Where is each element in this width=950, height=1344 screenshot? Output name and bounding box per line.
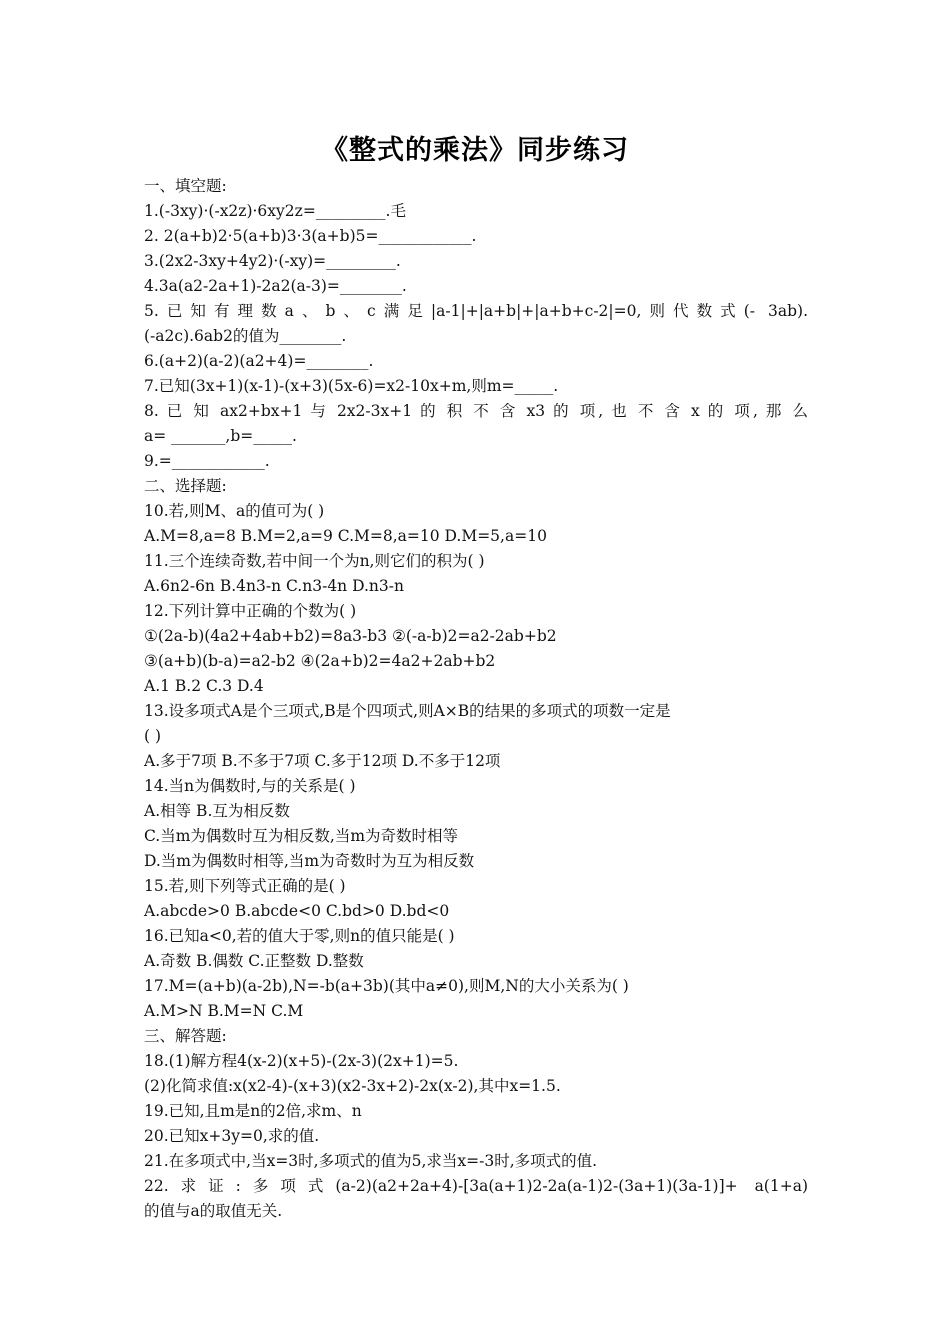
text-line: A.1 B.2 C.3 D.4 (144, 677, 264, 695)
text-line: 13.设多项式A是个三项式,B是个四项式,则A×B的结果的多项式的项数一定是 (144, 702, 671, 720)
text-line: 17.M=(a+b)(a-2b),N=-b(a+3b)(其中a≠0),则M,N的大小关系为( ) (144, 977, 629, 995)
text-line: 21.在多项式中,当x=3时,多项式的值为5,求当x=-3时,多项式的值. (144, 1152, 598, 1170)
text-line: 6.(a+2)(a-2)(a2+4)=________. (144, 352, 374, 370)
text-line: 16.已知a<0,若的值大于零,则n的值只能是( ) (144, 927, 455, 945)
text-line: 5.已知有理数a、b、c满足|a-1|+|a+b|+|a+b+c-2|=0,则代数式(- 3ab). (144, 302, 808, 320)
text-line: ③(a+b)(b-a)=a2-b2 ④(2a+b)2=4a2+2ab+b2 (144, 652, 496, 670)
text-line: 4.3a(a2-2a+1)-2a2(a-3)=________. (144, 277, 407, 295)
text-line: 18.(1)解方程4(x-2)(x+5)-(2x-3)(2x+1)=5. (144, 1052, 459, 1070)
text-line: (-a2c).6ab2的值为________. (144, 327, 347, 345)
text-line: 14.当n为偶数时,与的关系是( ) (144, 777, 356, 795)
text-line: 9.=____________. (144, 452, 270, 470)
text-line: C.当m为偶数时互为相反数,当m为奇数时相等 (144, 827, 459, 845)
text-line: 11.三个连续奇数,若中间一个为n,则它们的积为( ) (144, 552, 485, 570)
text-line: 19.已知,且m是n的2倍,求m、n (144, 1102, 362, 1120)
text-line: A.相等 B.互为相反数 (144, 802, 290, 820)
text-line: A.M=8,a=8 B.M=2,a=9 C.M=8,a=10 D.M=5,a=10 (144, 527, 547, 545)
text-line: 1.(-3xy)·(-x2z)·6xy2z=_________.毛 (144, 202, 406, 220)
text-line: 2. 2(a+b)2·5(a+b)3·3(a+b)5=____________. (144, 227, 477, 245)
text-line: 15.若,则下列等式正确的是( ) (144, 877, 346, 895)
text-line: ①(2a-b)(4a2+4ab+b2)=8a3-b3 ②(-a-b)2=a2-2ab+b2 (144, 627, 557, 645)
text-line: D.当m为偶数时相等,当m为奇数时为互为相反数 (144, 852, 475, 870)
text-line: A.M>N B.M=N C.M (144, 1002, 304, 1020)
text-line: A.6n2-6n B.4n3-n C.n3-4n D.n3-n (144, 577, 404, 595)
text-line: 二、选择题: (144, 477, 227, 495)
text-line: 3.(2x2-3xy+4y2)·(-xy)=_________. (144, 252, 401, 270)
text-line: 7.已知(3x+1)(x-1)-(x+3)(5x-6)=x2-10x+m,则m=_____. (144, 377, 559, 395)
text-line: 12.下列计算中正确的个数为( ) (144, 602, 357, 620)
text-line: 22.求证:多项式(a-2)(a2+2a+4)-[3a(a+1)2-2a(a-1)2-(3a+1)(3a-1)]+ a(1+a) (144, 1177, 808, 1195)
text-line: 8. 已 知 ax2+bx+1 与 2x2-3x+1 的 积 不 含 x3 的 项, 也 不 含 x 的 项, 那 么 (144, 402, 808, 420)
text-line: 的值与a的取值无关. (144, 1202, 283, 1220)
text-line: a= _______,b=_____. (144, 427, 297, 445)
text-line: A.多于7项 B.不多于7项 C.多于12项 D.不多于12项 (144, 752, 501, 770)
text-line: 三、解答题: (144, 1027, 227, 1045)
text-line: 一、填空题: (144, 177, 227, 195)
page-title: 《整式的乘法》同步练习 (321, 135, 629, 166)
text-line: ( ) (144, 727, 162, 745)
exercise-content (144, 174, 808, 1224)
text-line: 10.若,则M、a的值可为( ) (144, 502, 325, 520)
text-line: A.abcde>0 B.abcde<0 C.bd>0 D.bd<0 (144, 902, 450, 920)
text-line: (2)化简求值:x(x2-4)-(x+3)(x2-3x+2)-2x(x-2),其中x=1.5. (144, 1077, 561, 1095)
text-line: A.奇数 B.偶数 C.正整数 D.整数 (144, 952, 364, 970)
text-line: 20.已知x+3y=0,求的值. (144, 1127, 320, 1145)
